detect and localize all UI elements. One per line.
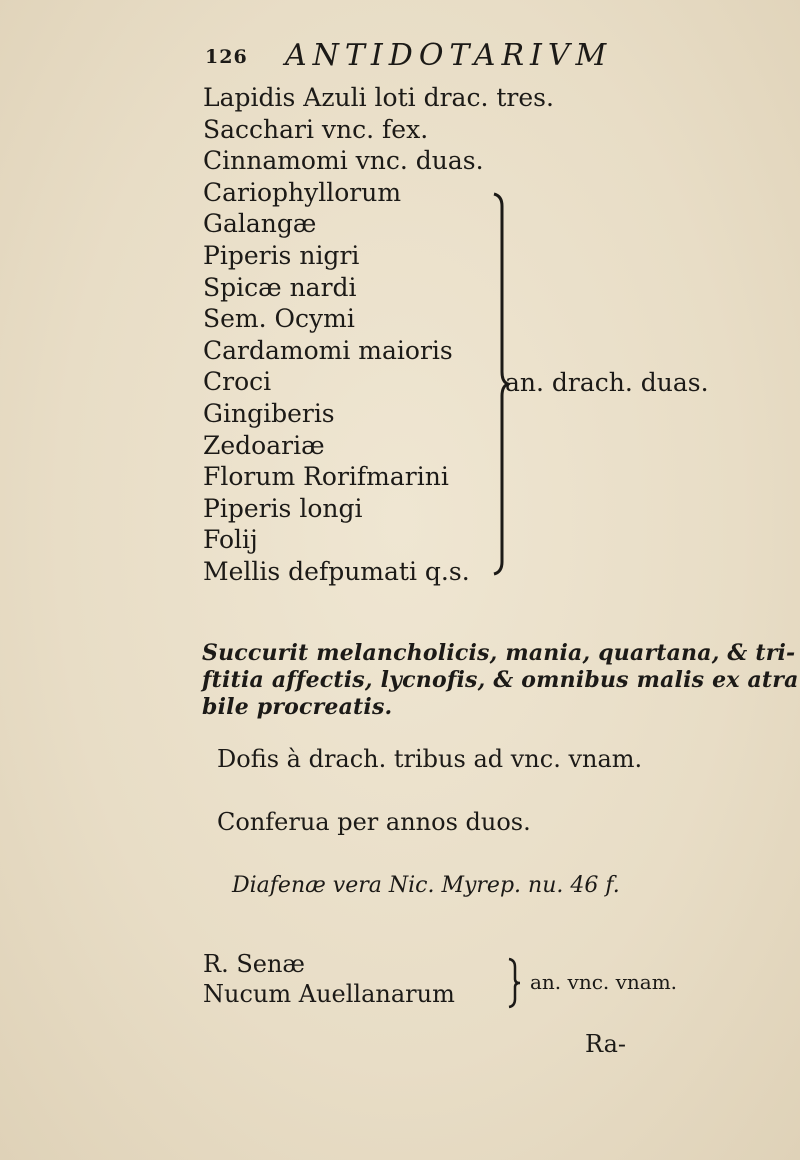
ingredient-line: Zedoariæ	[203, 430, 325, 460]
second-recipe-ingredient: R. Senæ	[203, 950, 305, 978]
ingredient-line: Lapidis Azuli loti drac. tres.	[203, 83, 554, 112]
catchword: Ra-	[585, 1030, 627, 1058]
indication-paragraph	[202, 640, 799, 721]
indication-line: bile procreatis.	[202, 694, 393, 720]
ingredient-line: Florum Rorifmarini	[203, 462, 449, 492]
ingredient-line: Sem. Ocymi	[203, 304, 355, 334]
page-number: 126	[205, 46, 248, 68]
page-header	[205, 38, 665, 78]
dosage-line: Dofis à drach. tribus ad vnc. vnam.	[217, 745, 643, 773]
ingredient-line: Cardamomi maioris	[203, 335, 453, 365]
ingredient-line: Spicæ nardi	[203, 272, 357, 302]
ingredient-line: Cinnamomi vnc. duas.	[203, 146, 484, 176]
ingredient-list	[203, 82, 623, 588]
ingredient-line: Folij	[203, 525, 258, 555]
ingredient-line: Mellis defpumati q.s.	[203, 556, 470, 586]
ingredient-line: Sacchari vnc. fex.	[203, 114, 429, 144]
ingredient-line: Cariophyllorum	[203, 177, 402, 207]
ingredient-line: Galangæ	[203, 209, 317, 239]
running-title: ANTIDOTARIVM	[285, 38, 613, 73]
indication-line: Succurit melancholicis, mania, quartana, & tri-	[202, 640, 796, 666]
ingredient-line: Gingiberis	[203, 398, 335, 428]
grouping-brace-small	[505, 957, 523, 1009]
conservation-line: Conferua per annos duos.	[217, 808, 531, 836]
dose-second-recipe: an. vnc. vnam.	[530, 970, 678, 994]
dose-first-recipe: an. drach. duas.	[505, 368, 709, 397]
second-recipe-ingredient: Nucum Auellanarum	[203, 980, 455, 1008]
indication-line: ftitia affectis, lycnofis, & omnibus malis ex atra	[202, 667, 799, 693]
ingredient-line: Croci	[203, 367, 272, 397]
ingredient-line: Piperis longi	[203, 493, 363, 523]
second-recipe-title: Diafenæ vera Nic. Myrep. nu. 46 f.	[232, 873, 620, 898]
ingredient-line: Piperis nigri	[203, 240, 360, 270]
